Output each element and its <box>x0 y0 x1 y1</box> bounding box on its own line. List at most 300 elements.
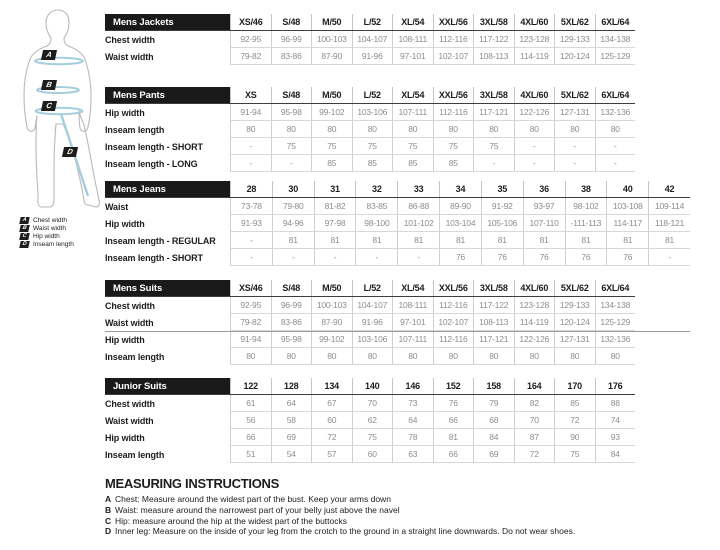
table-cell: 90 <box>554 429 595 446</box>
row-label: Chest width <box>105 34 155 45</box>
table-cell: 82 <box>514 395 555 412</box>
row-label: Inseam length - REGULAR <box>105 235 216 246</box>
column-header: 6XL/64 <box>595 280 636 296</box>
table-cell: 99-102 <box>311 331 352 348</box>
table-cell: 92-95 <box>230 31 271 48</box>
table-cell: 69 <box>473 446 514 463</box>
table-cell: 97-101 <box>392 48 433 65</box>
table-cell: 102-107 <box>433 48 474 65</box>
table-cell: 108-111 <box>392 31 433 48</box>
table-cell: 76 <box>433 395 474 412</box>
measuring-instructions <box>105 476 695 537</box>
table-cell: - <box>230 138 271 155</box>
column-header: 33 <box>397 181 439 197</box>
legend-label: Chest width <box>33 216 67 224</box>
table-row <box>105 429 635 446</box>
table-row <box>105 314 635 331</box>
table-cell: 61 <box>230 395 271 412</box>
table-cell: 97-101 <box>392 314 433 331</box>
instructions-title: MEASURING INSTRUCTIONS <box>105 476 279 491</box>
table-cell: - <box>355 249 397 266</box>
measure-badge-c: C <box>41 101 57 111</box>
table-cell: 80 <box>473 348 514 365</box>
row-label: Chest width <box>105 300 155 311</box>
table-cell: 81 <box>565 232 607 249</box>
table-cell: 67 <box>311 395 352 412</box>
table-cell: 56 <box>230 412 271 429</box>
column-header: 3XL/58 <box>473 14 514 30</box>
table-row <box>105 412 635 429</box>
column-header: 30 <box>272 181 314 197</box>
row-label: Hip width <box>105 218 145 229</box>
table-cell: - <box>595 155 636 172</box>
table-cell: 127-131 <box>554 104 595 121</box>
table-cell: 112-116 <box>433 331 474 348</box>
body-silhouette-graphic <box>8 4 108 216</box>
table-cell: 112-116 <box>433 104 474 121</box>
column-header: 5XL/62 <box>554 280 595 296</box>
table-cell: 81 <box>606 232 648 249</box>
legend-label: Hip width <box>33 232 60 240</box>
column-header: 31 <box>314 181 356 197</box>
column-header: L/52 <box>352 87 393 103</box>
table-cell: 51 <box>230 446 271 463</box>
table-cell: 72 <box>311 429 352 446</box>
table-row <box>105 446 635 463</box>
table-cell: 80 <box>271 121 312 138</box>
column-header: 4XL/60 <box>514 280 555 296</box>
table-cell: 72 <box>554 412 595 429</box>
table-cell: 54 <box>271 446 312 463</box>
table-cell: 104-107 <box>352 31 393 48</box>
table-cell: 79-82 <box>230 314 271 331</box>
table-cell: 122-126 <box>514 331 555 348</box>
legend-badge-b: B <box>19 225 29 232</box>
table-cell: 80 <box>554 121 595 138</box>
table-cell: 80 <box>514 348 555 365</box>
table-cell: 107-111 <box>392 331 433 348</box>
table-cell: 134-138 <box>595 31 636 48</box>
table-cell: 75 <box>352 138 393 155</box>
table-cell: 91-94 <box>230 104 271 121</box>
column-header: S/48 <box>271 14 312 30</box>
table-cell: - <box>514 155 555 172</box>
table-header-row <box>105 87 635 104</box>
instruction-list <box>105 494 695 537</box>
table-cell: 129-133 <box>554 297 595 314</box>
column-header: XL/54 <box>392 87 433 103</box>
table-cell: 114-119 <box>514 48 555 65</box>
table-row <box>105 48 635 65</box>
table-row <box>105 31 635 48</box>
table-cell: 87 <box>514 429 555 446</box>
table-cell: 64 <box>392 412 433 429</box>
table-cell: 80 <box>433 348 474 365</box>
table-cell: 76 <box>481 249 523 266</box>
table-cell: 101-102 <box>397 215 439 232</box>
table-cell: - <box>230 232 272 249</box>
instruction-item-d <box>105 526 695 537</box>
column-header: XL/54 <box>392 280 433 296</box>
table-cell: 85 <box>311 155 352 172</box>
table-cell: 112-116 <box>433 297 474 314</box>
table-cell: 87-90 <box>311 48 352 65</box>
column-header: 32 <box>355 181 397 197</box>
table-row <box>105 198 690 215</box>
instruction-text: Inner leg: Measure on the inside of your leg from the crotch to the ground in a straight line downwards. Do not wear shoes. <box>115 526 576 537</box>
table-cell: 76 <box>439 249 481 266</box>
table-cell: 125-129 <box>595 48 636 65</box>
table-cell: 85 <box>554 395 595 412</box>
column-header: M/50 <box>311 14 352 30</box>
instruction-key: D <box>105 526 112 537</box>
table-cell: 80 <box>311 348 352 365</box>
column-header: XXL/56 <box>433 14 474 30</box>
column-header: S/48 <box>271 87 312 103</box>
instruction-key: B <box>105 504 112 515</box>
column-header: XS <box>230 87 271 103</box>
column-header: XXL/56 <box>433 280 474 296</box>
table-cell: 76 <box>523 249 565 266</box>
table-row <box>105 121 635 138</box>
table-cell: 81 <box>481 232 523 249</box>
table-row <box>105 155 635 172</box>
table-cell: 97-98 <box>314 215 356 232</box>
table-cell: 94-96 <box>272 215 314 232</box>
row-label: Waist <box>105 201 129 212</box>
column-header: 146 <box>392 378 433 394</box>
table-cell: 92-95 <box>230 297 271 314</box>
table-cell: 86-88 <box>397 198 439 215</box>
legend-badge-d: D <box>19 241 29 248</box>
measure-badge-d: D <box>62 147 78 157</box>
table-cell: 91-93 <box>230 215 272 232</box>
table-cell: 134-138 <box>595 297 636 314</box>
table-cell: 117-122 <box>473 31 514 48</box>
table-cell: 120-124 <box>554 48 595 65</box>
column-header: XS/46 <box>230 14 271 30</box>
row-label: Chest width <box>105 398 155 409</box>
table-title: Mens Jackets <box>105 14 230 30</box>
table-cell: 83-86 <box>271 48 312 65</box>
table-cell: 95-98 <box>271 331 312 348</box>
table-cell: 108-113 <box>473 48 514 65</box>
table-cell: 127-131 <box>554 331 595 348</box>
table-cell: 98-102 <box>565 198 607 215</box>
table-cell: 80 <box>230 348 271 365</box>
table-cell: 78 <box>392 429 433 446</box>
table-cell: 79 <box>473 395 514 412</box>
column-header: 36 <box>523 181 565 197</box>
table-header-row <box>105 181 690 198</box>
table-cell: 79-80 <box>272 198 314 215</box>
column-header: 34 <box>439 181 481 197</box>
table-cell: 80 <box>473 121 514 138</box>
table-cell: 68 <box>473 412 514 429</box>
size-table-mens-jeans <box>105 181 690 266</box>
table-cell: - <box>514 138 555 155</box>
table-row <box>105 395 635 412</box>
table-cell: 81 <box>523 232 565 249</box>
table-cell: 103-104 <box>439 215 481 232</box>
column-header: 152 <box>433 378 474 394</box>
table-cell: 75 <box>311 138 352 155</box>
table-cell: 85 <box>433 155 474 172</box>
table-cell: - <box>595 138 636 155</box>
row-label: Hip width <box>105 432 145 443</box>
row-label: Inseam length <box>105 351 165 362</box>
legend-row <box>20 232 74 240</box>
table-cell: - <box>314 249 356 266</box>
column-header: L/52 <box>352 14 393 30</box>
table-cell: 58 <box>271 412 312 429</box>
table-cell: 117-122 <box>473 297 514 314</box>
legend-label: Inseam length <box>33 240 74 248</box>
table-cell: 91-96 <box>352 48 393 65</box>
table-cell: 91-96 <box>352 314 393 331</box>
column-header: 158 <box>473 378 514 394</box>
column-header: 128 <box>271 378 312 394</box>
table-cell: 120-124 <box>554 314 595 331</box>
table-cell: 91-94 <box>230 331 271 348</box>
table-cell: 81 <box>314 232 356 249</box>
table-cell: 66 <box>433 412 474 429</box>
table-cell: 129-133 <box>554 31 595 48</box>
table-cell: 83-85 <box>355 198 397 215</box>
table-cell: 104-107 <box>352 297 393 314</box>
table-cell: 98-100 <box>355 215 397 232</box>
table-cell: 93 <box>595 429 636 446</box>
table-cell: 114-119 <box>514 314 555 331</box>
instruction-item-c <box>105 516 695 527</box>
table-cell: 80 <box>433 121 474 138</box>
column-header: 6XL/64 <box>595 87 636 103</box>
row-label: Waist width <box>105 51 154 62</box>
table-cell: 132-136 <box>595 104 636 121</box>
table-cell: 80 <box>514 121 555 138</box>
instruction-text: Waist: measure around the narrowest part of your belly just above the navel <box>115 504 400 515</box>
table-cell: 81-82 <box>314 198 356 215</box>
table-cell: - <box>272 249 314 266</box>
row-label: Waist width <box>105 415 154 426</box>
instruction-key: A <box>105 494 112 504</box>
table-cell: 75 <box>554 446 595 463</box>
column-header: M/50 <box>311 87 352 103</box>
table-cell: 63 <box>392 446 433 463</box>
row-label: Hip width <box>105 334 145 345</box>
table-title: Junior Suits <box>105 378 230 394</box>
table-cell: 81 <box>397 232 439 249</box>
table-cell: - <box>271 155 312 172</box>
table-cell: 81 <box>648 232 690 249</box>
measurement-legend <box>20 216 74 248</box>
table-cell: 96-99 <box>271 297 312 314</box>
table-cell: 103-108 <box>606 198 648 215</box>
table-cell: 75 <box>392 138 433 155</box>
table-cell: 73 <box>392 395 433 412</box>
table-cell: 88 <box>595 395 636 412</box>
table-cell: 132-136 <box>595 331 636 348</box>
table-cell: 108-111 <box>392 297 433 314</box>
measure-badge-b: B <box>41 80 57 90</box>
column-header: L/52 <box>352 280 393 296</box>
table-cell: 107-111 <box>392 104 433 121</box>
column-header: 5XL/62 <box>554 87 595 103</box>
row-label: Inseam length - LONG <box>105 158 198 169</box>
size-table-mens-jackets <box>105 14 635 65</box>
body-measurement-figure <box>8 4 108 254</box>
instruction-key: C <box>105 515 112 526</box>
row-label: Inseam length <box>105 449 165 460</box>
table-cell: - <box>554 138 595 155</box>
table-cell: 80 <box>271 348 312 365</box>
table-cell: 80 <box>352 348 393 365</box>
column-header: 164 <box>514 378 555 394</box>
table-cell: 76 <box>606 249 648 266</box>
table-cell: 80 <box>554 348 595 365</box>
table-row <box>105 138 635 155</box>
measure-badge-a: A <box>41 50 57 60</box>
row-label: Waist width <box>105 317 154 328</box>
table-cell: 72 <box>514 446 555 463</box>
column-header: 6XL/64 <box>595 14 636 30</box>
column-header: 40 <box>606 181 648 197</box>
table-cell: 75 <box>433 138 474 155</box>
size-table-mens-pants <box>105 87 635 172</box>
table-cell: 100-103 <box>311 297 352 314</box>
column-header: 122 <box>230 378 271 394</box>
table-cell: 87-90 <box>311 314 352 331</box>
table-cell: 80 <box>352 121 393 138</box>
table-cell: 80 <box>311 121 352 138</box>
legend-badge-c: C <box>19 233 29 240</box>
table-cell: 108-113 <box>473 314 514 331</box>
row-label: Hip width <box>105 107 145 118</box>
legend-row <box>20 224 74 232</box>
table-header-row <box>105 378 635 395</box>
legend-label: Waist width <box>33 224 66 232</box>
column-header: 42 <box>648 181 690 197</box>
tables-area <box>105 0 705 550</box>
table-cell: 73-78 <box>230 198 272 215</box>
column-header: XL/54 <box>392 14 433 30</box>
table-cell: 103-106 <box>352 331 393 348</box>
table-cell: 60 <box>311 412 352 429</box>
column-header: 4XL/60 <box>514 14 555 30</box>
table-cell: 84 <box>595 446 636 463</box>
column-header: 4XL/60 <box>514 87 555 103</box>
table-row <box>105 331 635 348</box>
size-table-junior-suits <box>105 378 635 463</box>
table-cell: 57 <box>311 446 352 463</box>
table-cell: 107-110 <box>523 215 565 232</box>
column-header: 3XL/58 <box>473 280 514 296</box>
table-cell: 117-121 <box>473 331 514 348</box>
row-label: Inseam length - SHORT <box>105 252 203 263</box>
table-cell: 70 <box>352 395 393 412</box>
table-cell: 123-128 <box>514 31 555 48</box>
table-header-row <box>105 14 635 31</box>
table-cell: 60 <box>352 446 393 463</box>
table-cell: 64 <box>271 395 312 412</box>
legend-row <box>20 216 74 224</box>
column-header: S/48 <box>271 280 312 296</box>
table-cell: 99-102 <box>311 104 352 121</box>
table-cell: 123-128 <box>514 297 555 314</box>
column-header: XS/46 <box>230 280 271 296</box>
table-cell: 118-121 <box>648 215 690 232</box>
table-cell: 79-82 <box>230 48 271 65</box>
column-header: 35 <box>481 181 523 197</box>
instruction-text: Chest: Measure around the widest part of the bust. Keep your arms down <box>115 494 391 504</box>
row-label: Inseam length - SHORT <box>105 141 203 152</box>
table-cell: 80 <box>392 348 433 365</box>
column-header: 176 <box>595 378 636 394</box>
table-cell: 62 <box>352 412 393 429</box>
table-title: Mens Jeans <box>105 181 230 197</box>
legend-badge-a: A <box>19 217 29 224</box>
table-cell: 81 <box>355 232 397 249</box>
table-cell: 74 <box>595 412 636 429</box>
column-header: M/50 <box>311 280 352 296</box>
table-cell: 109-114 <box>648 198 690 215</box>
column-header: 140 <box>352 378 393 394</box>
table-title: Mens Pants <box>105 87 230 103</box>
table-cell: - <box>554 155 595 172</box>
table-cell: - <box>648 249 690 266</box>
table-cell: 103-106 <box>352 104 393 121</box>
table-cell: 75 <box>271 138 312 155</box>
column-header: 3XL/58 <box>473 87 514 103</box>
table-cell: 75 <box>473 138 514 155</box>
table-cell: 96-99 <box>271 31 312 48</box>
column-header: 170 <box>554 378 595 394</box>
table-row <box>105 348 635 365</box>
table-cell: 125-129 <box>595 314 636 331</box>
instruction-item-b <box>105 505 695 516</box>
column-header: 134 <box>311 378 352 394</box>
table-cell: 70 <box>514 412 555 429</box>
table-cell: 105-106 <box>481 215 523 232</box>
table-cell: - <box>397 249 439 266</box>
table-cell: 76 <box>565 249 607 266</box>
table-cell: 66 <box>433 446 474 463</box>
table-cell: 122-126 <box>514 104 555 121</box>
table-cell: 102-107 <box>433 314 474 331</box>
table-cell: 93-97 <box>523 198 565 215</box>
table-header-row <box>105 280 635 297</box>
table-cell: - <box>230 155 271 172</box>
column-header: XXL/56 <box>433 87 474 103</box>
table-title: Mens Suits <box>105 280 230 296</box>
table-cell: 85 <box>392 155 433 172</box>
size-table-mens-suits <box>105 280 635 365</box>
table-cell: 91-92 <box>481 198 523 215</box>
table-cell: 117-121 <box>473 104 514 121</box>
table-cell: 81 <box>439 232 481 249</box>
table-cell: 80 <box>595 121 636 138</box>
legend-row <box>20 240 74 248</box>
table-cell: 89-90 <box>439 198 481 215</box>
column-header: 38 <box>565 181 607 197</box>
row-label: Inseam length <box>105 124 165 135</box>
table-cell: 112-116 <box>433 31 474 48</box>
table-cell: 80 <box>230 121 271 138</box>
table-cell: 81 <box>272 232 314 249</box>
table-row <box>105 249 690 266</box>
table-cell: 100-103 <box>311 31 352 48</box>
table-cell: 69 <box>271 429 312 446</box>
